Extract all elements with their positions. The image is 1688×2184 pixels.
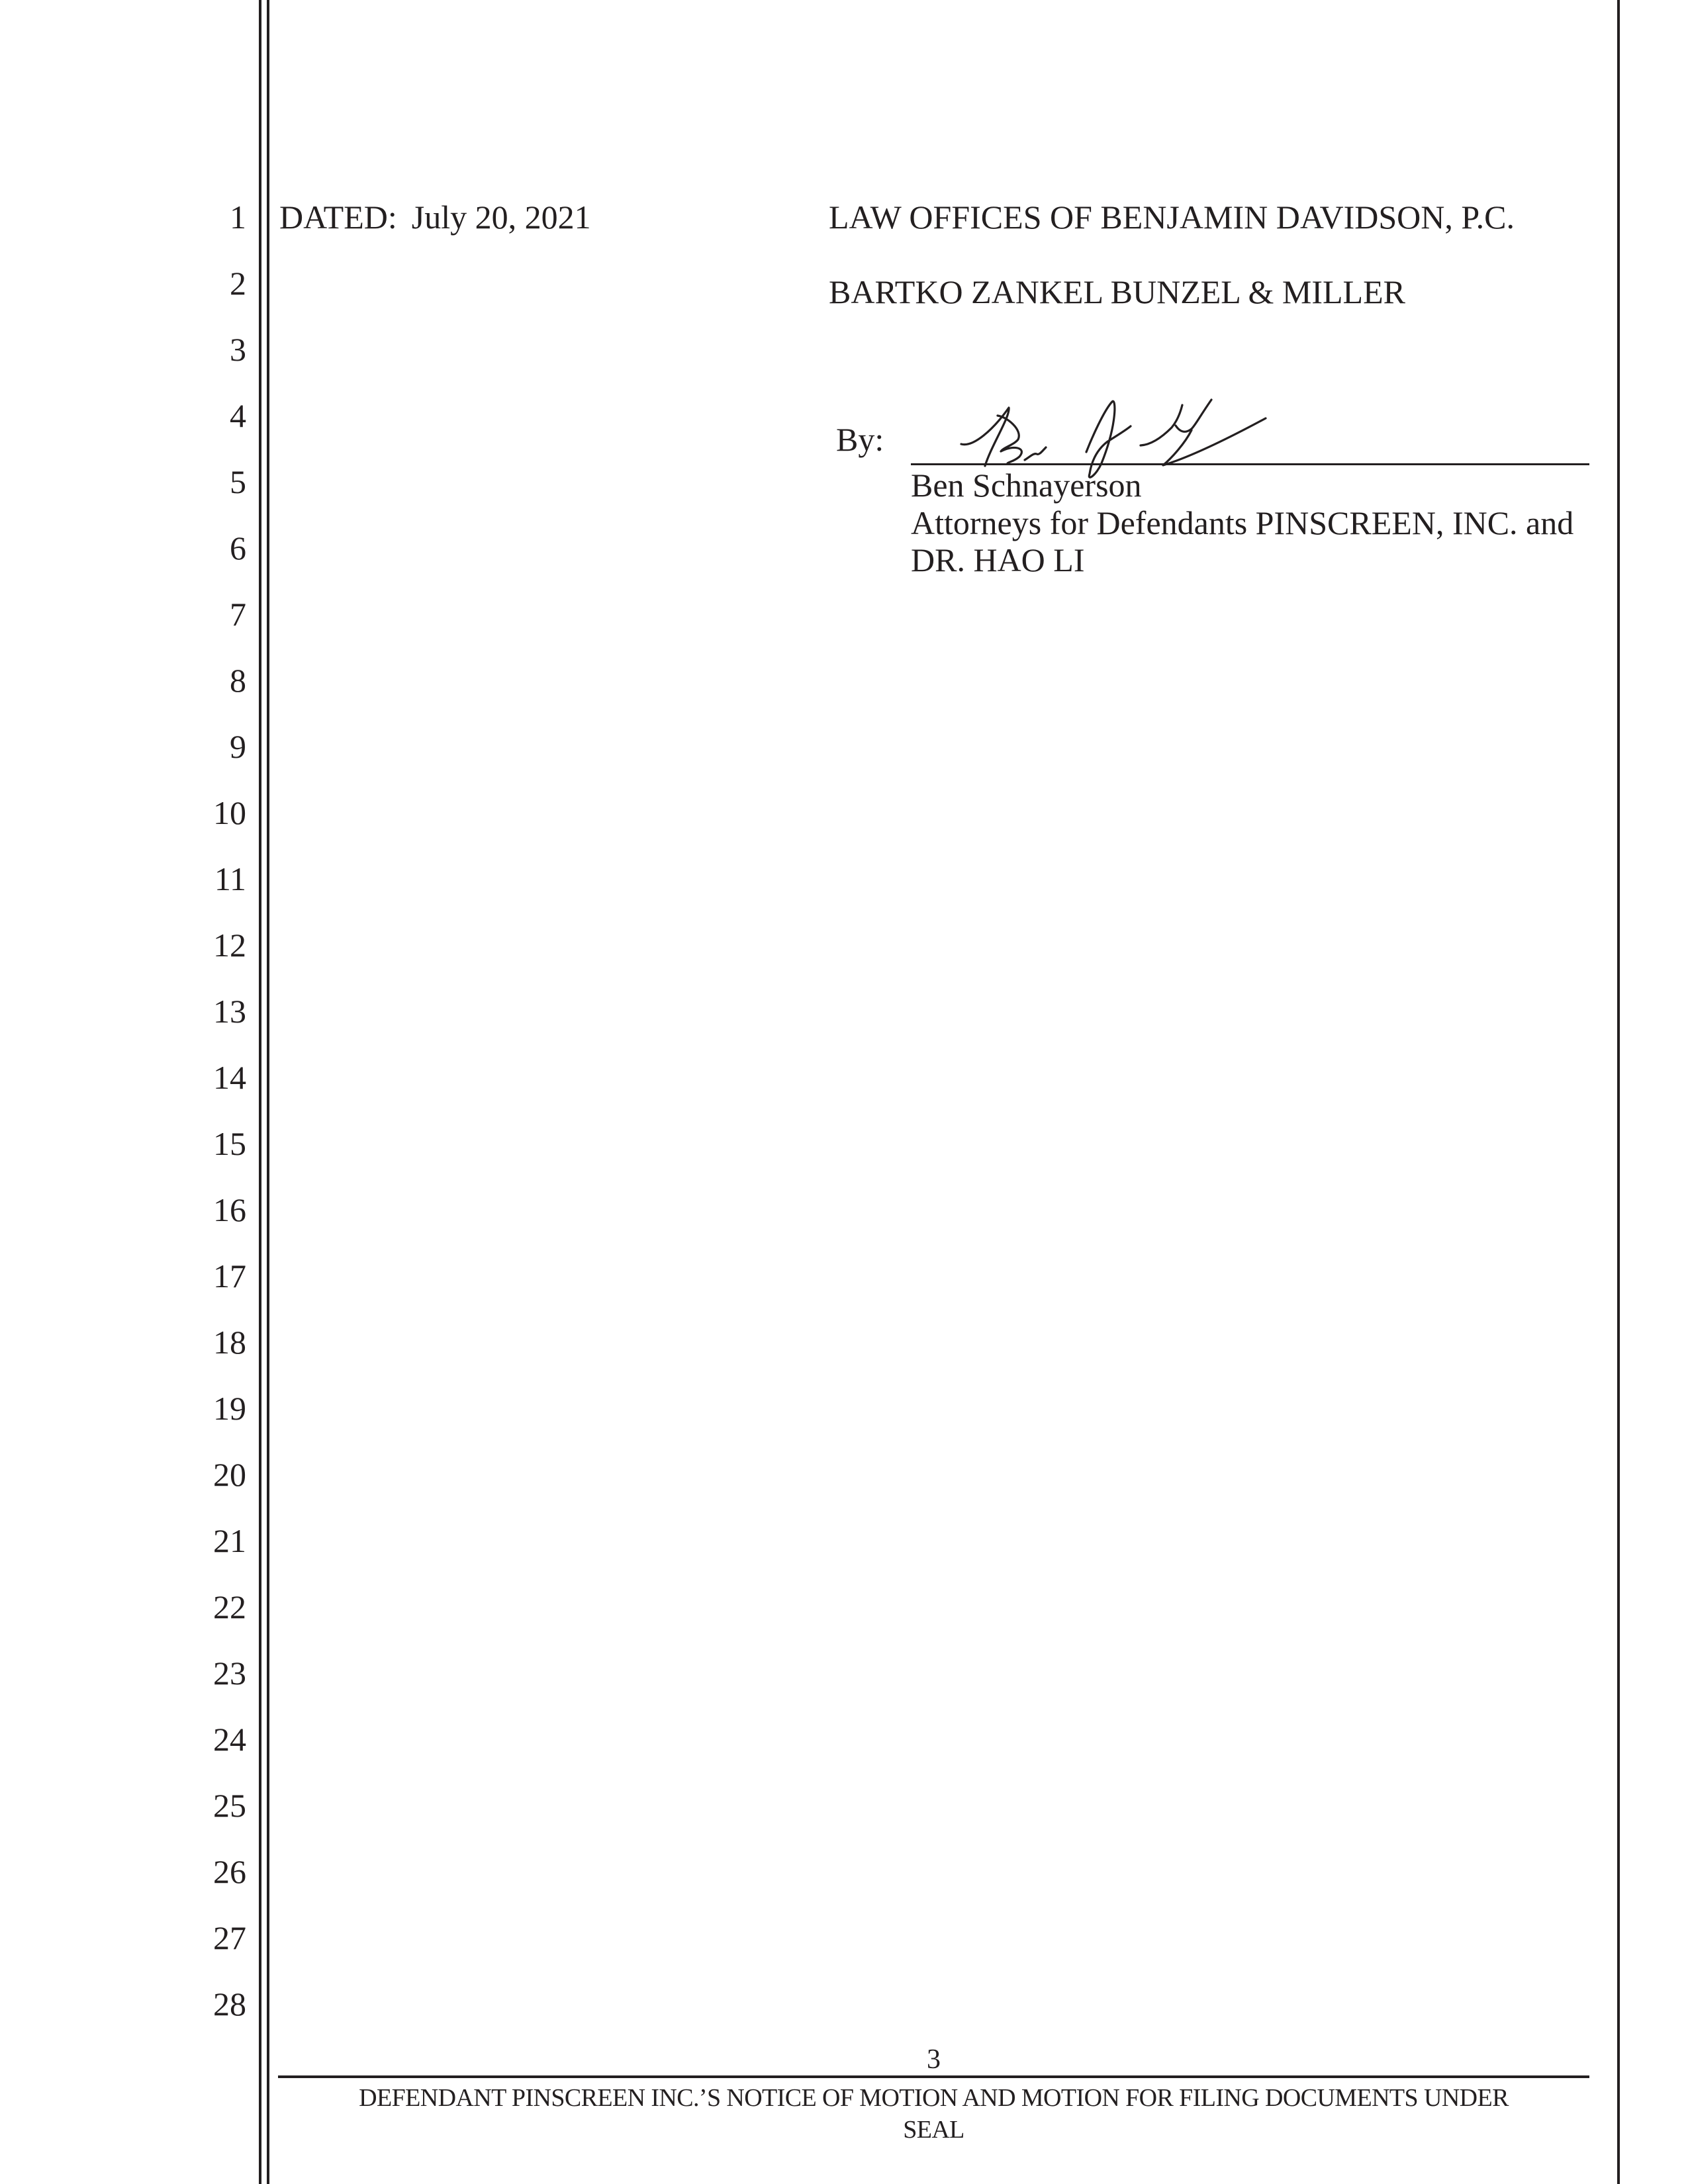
line-number: 2 xyxy=(230,265,246,302)
line-number: 22 xyxy=(213,1588,246,1625)
line-number: 16 xyxy=(213,1191,246,1228)
line-number: 14 xyxy=(213,1059,246,1096)
line-number: 15 xyxy=(213,1125,246,1162)
page-number: 3 xyxy=(927,2044,941,2075)
line-number: 8 xyxy=(230,662,246,699)
signatory-name: Ben Schnayerson xyxy=(911,467,1142,504)
left-margin-rule-inner xyxy=(267,0,269,2184)
line-number: 9 xyxy=(230,728,246,765)
line-number: 19 xyxy=(213,1390,246,1427)
line-number: 6 xyxy=(230,529,246,567)
attorney-role-line-1: Attorneys for Defendants PINSCREEN, INC. and xyxy=(911,504,1574,541)
line-number: 20 xyxy=(213,1456,246,1493)
dated-label: DATED: xyxy=(279,199,397,236)
line-number: 25 xyxy=(213,1787,246,1824)
footer-title-line-1: DEFENDANT PINSCREEN INC.’S NOTICE OF MOTION AND MOTION FOR FILING DOCUMENTS UNDER xyxy=(359,2084,1509,2112)
dated-line xyxy=(279,201,591,234)
line-number: 17 xyxy=(213,1257,246,1295)
line-number: 24 xyxy=(213,1721,246,1758)
footer-title-line-2: SEAL xyxy=(903,2116,964,2144)
firm-name-secondary: BARTKO ZANKEL BUNZEL & MILLER xyxy=(829,273,1405,310)
line-number: 1 xyxy=(230,199,246,236)
line-number: 10 xyxy=(213,794,246,831)
footer-rule xyxy=(278,2075,1589,2078)
firm-name-primary: LAW OFFICES OF BENJAMIN DAVIDSON, P.C. xyxy=(829,199,1515,236)
line-number: 23 xyxy=(213,1655,246,1692)
line-number: 21 xyxy=(213,1522,246,1559)
right-margin-rule xyxy=(1617,0,1620,2184)
line-number: 28 xyxy=(213,1985,246,2023)
line-number: 7 xyxy=(230,596,246,633)
line-number: 27 xyxy=(213,1919,246,1956)
footer-document-title xyxy=(278,2082,1589,2146)
line-number: 5 xyxy=(230,463,246,500)
line-number: 26 xyxy=(213,1853,246,1890)
line-number: 12 xyxy=(213,927,246,964)
line-number: 4 xyxy=(230,397,246,434)
left-margin-rule-outer xyxy=(259,0,261,2184)
dated-value: July 20, 2021 xyxy=(411,199,591,236)
by-label: By: xyxy=(836,421,884,458)
attorney-role-line-2: DR. HAO LI xyxy=(911,541,1085,578)
line-number: 11 xyxy=(214,860,246,897)
line-number: 18 xyxy=(213,1324,246,1361)
line-number: 3 xyxy=(230,331,246,368)
line-number: 13 xyxy=(213,993,246,1030)
signature-line xyxy=(911,463,1589,465)
